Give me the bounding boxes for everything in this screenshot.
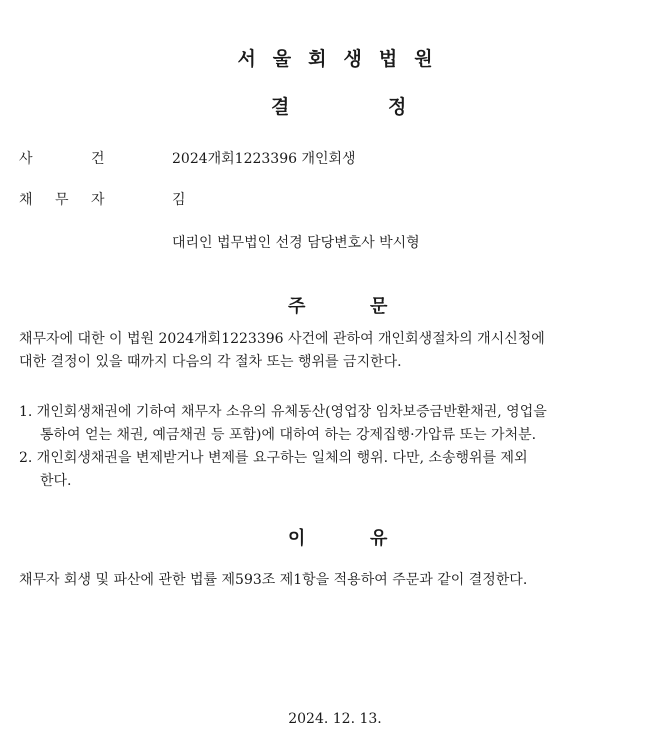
order-intro-line-1: 채무자에 대한 이 법원 2024개회1223396 사건에 관하여 개인회생절차의 개시신청에 <box>19 331 545 347</box>
order-intro-line-2: 대한 결정이 있을 때까지 다음의 각 절차 또는 행위를 금지한다. <box>19 354 402 370</box>
reason-heading-char-1: 이 <box>288 528 306 549</box>
decision-date: 2024. 12. 13. <box>288 711 382 727</box>
case-label-char-1: 사 <box>19 151 33 167</box>
order-item-2-line-2: 한다. <box>40 473 72 489</box>
doc-type-char-2: 정 <box>388 96 407 118</box>
order-item-2-line-1: 2. 개인회생채권을 변제받거나 변제를 요구하는 일체의 행위. 다만, 소송행위를 제외 <box>19 450 528 466</box>
debtor-label-char-3: 자 <box>91 192 105 208</box>
debtor-agent: 대리인 법무법인 선경 담당변호사 박시형 <box>172 235 420 251</box>
order-item-1-line-2: 통하여 얻는 채권, 예금채권 등 포함)에 대하여 하는 강제집행·가압류 또는 가처분. <box>40 427 537 443</box>
debtor-label-char-1: 채 <box>19 192 33 208</box>
order-heading-char-2: 문 <box>370 296 388 317</box>
case-number: 2024개회1223396 개인회생 <box>172 151 356 167</box>
reason-heading-char-2: 유 <box>370 528 388 549</box>
debtor-name: 김 <box>172 192 186 208</box>
doc-type-char-1: 결 <box>271 96 290 118</box>
reason-text: 채무자 회생 및 파산에 관한 법률 제593조 제1항을 적용하여 주문과 같이 결정한다. <box>19 572 528 588</box>
court-title: 서울회생법원 <box>237 48 450 70</box>
order-item-1-line-1: 1. 개인회생채권에 기하여 채무자 소유의 유체동산(영업장 임차보증금반환채권, 영업을 <box>19 404 547 420</box>
order-heading-char-1: 주 <box>288 296 306 317</box>
debtor-label-char-2: 무 <box>55 192 69 208</box>
case-label-char-2: 건 <box>91 151 105 167</box>
